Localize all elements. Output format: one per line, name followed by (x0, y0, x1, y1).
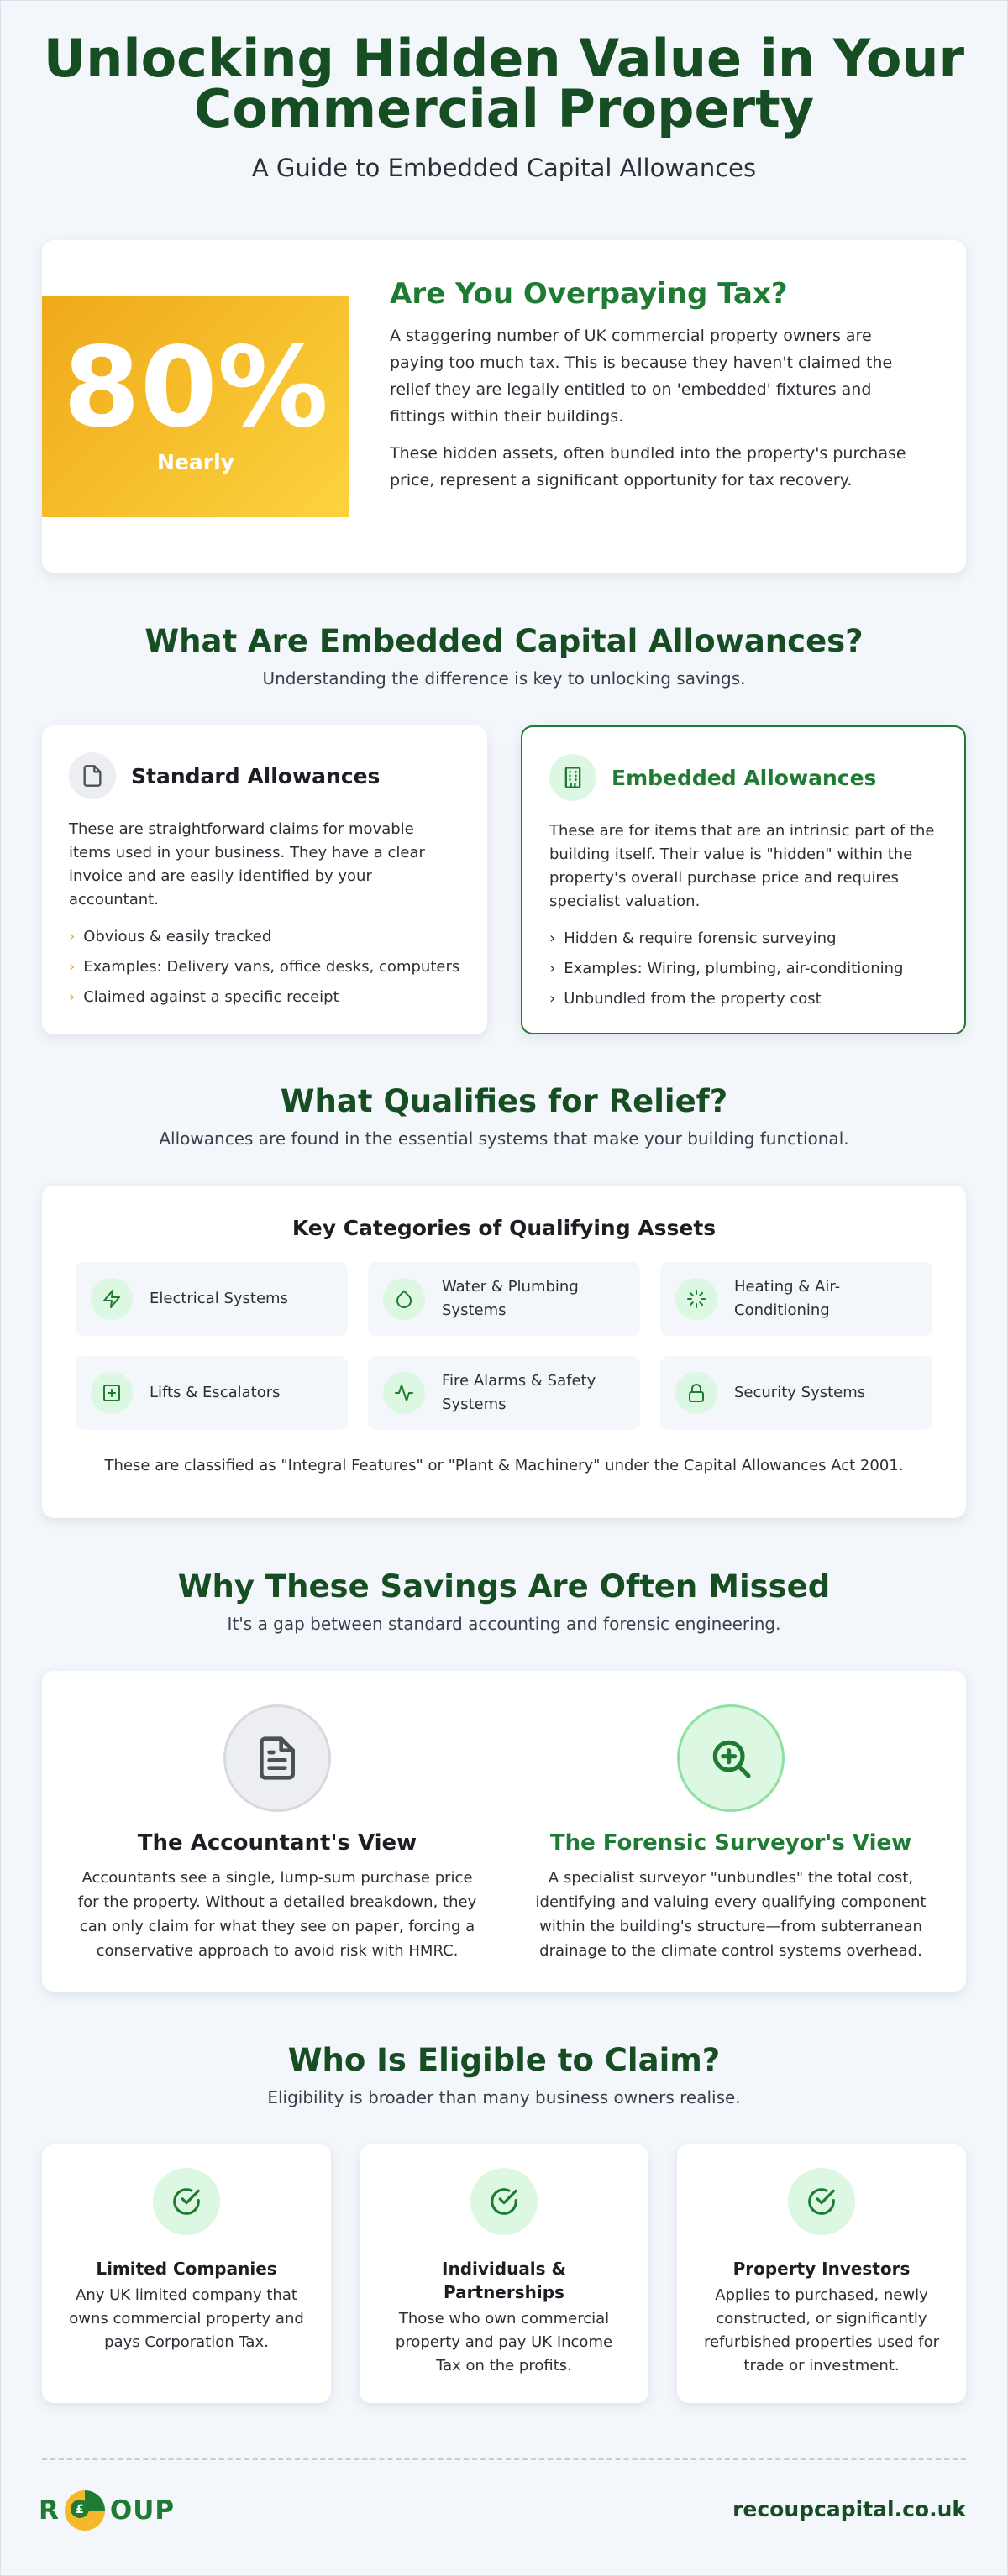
building-icon (549, 754, 596, 801)
embedded-allowances-description: These are for items that are an intrinsic part of the building itself. Their value is "hidden" within the property's overall purchase price and requires specialist valuation. (549, 822, 935, 910)
eligible-title: Limited Companies (96, 2259, 277, 2279)
list-item: › Examples: Wiring, plumbing, air-conditioning (549, 960, 904, 977)
hero-card (42, 240, 966, 573)
check-circle-icon (470, 2168, 538, 2235)
asset-category-label: Lifts & Escalators (150, 1384, 281, 1401)
list-item: › Hidden & require forensic surveying (549, 929, 837, 947)
list-item: › Unbundled from the property cost (549, 990, 822, 1008)
missed-heading: Why These Savings Are Often Missed (177, 1568, 831, 1605)
eligible-subheading: Eligibility is broader than many business owners realise. (267, 2087, 741, 2107)
eligible-text: Applies to purchased, newly constructed, or significantly refurbished properties used for trade or investment. (704, 2286, 939, 2374)
surveyor-view-text: A specialist surveyor "unbundles" the total cost, identifying and valuing every qualifying component within the building's structure—from subterranean drainage to the climate control systems overhead. (535, 1869, 927, 1960)
lock-icon (675, 1372, 717, 1414)
accountant-view-text: Accountants see a single, lump-sum purchase price for the property. Without a detailed breakdown, they can only claim for what they see on paper, forcing a conservative approach to avoid risk with HMRC. (77, 1869, 477, 1960)
allowances-heading: What Are Embedded Capital Allowances? (144, 623, 864, 659)
qualifying-assets-title: Key Categories of Qualifying Assets (291, 1216, 717, 1240)
asset-category-item (660, 1262, 932, 1336)
chevron-right-icon: › (549, 990, 556, 1008)
stat-label: Nearly (157, 450, 234, 474)
standard-allowances-title: Standard Allowances (131, 763, 381, 788)
eligible-card (360, 2144, 648, 2403)
check-circle-icon (153, 2168, 220, 2235)
logo-text-left: R (39, 2495, 60, 2526)
eligible-text: Those who own commercial property and pay UK Income Tax on the profits. (395, 2310, 613, 2374)
missed-card (42, 1671, 966, 1992)
qualifies-subheading: Allowances are found in the essential systems that make your building functional. (159, 1128, 849, 1149)
activity-icon (383, 1372, 425, 1414)
chevron-right-icon: › (69, 928, 76, 945)
standard-allowances-card (42, 725, 487, 1034)
accountant-view (76, 1704, 479, 1963)
chevron-right-icon: › (549, 929, 556, 947)
water-drop-icon (383, 1278, 425, 1320)
list-item: › Examples: Delivery vans, office desks, computers (69, 958, 460, 976)
document-text-icon (223, 1704, 331, 1812)
embedded-allowances-card (521, 725, 966, 1034)
asset-category-item (76, 1356, 348, 1430)
loader-icon (675, 1278, 717, 1320)
page-subtitle: A Guide to Embedded Capital Allowances (251, 154, 757, 182)
eligible-card (677, 2144, 966, 2403)
surveyor-view-title: The Forensic Surveyor's View (549, 1830, 912, 1856)
hero-paragraph-1: A staggering number of UK commercial property owners are paying too much tax. This is because they haven't claimed the relief they are legally entitled to on 'embedded' fixtures and fittings within their buildings. (390, 327, 893, 426)
asset-category-label: Water & Plumbing Systems (442, 1278, 579, 1319)
qualifies-heading: What Qualifies for Relief? (280, 1083, 728, 1119)
asset-category-label: Heating & Air-Conditioning (734, 1278, 841, 1319)
zoom-in-icon (677, 1704, 785, 1812)
website-link[interactable]: recoupcapital.co.uk (732, 2497, 966, 2521)
hero-paragraph-2: These hidden assets, often bundled into the property's purchase price, represent a significant opportunity for tax recovery. (390, 444, 906, 490)
hero-text (390, 277, 927, 504)
chevron-right-icon: › (69, 988, 76, 1006)
logo[interactable] (39, 2485, 175, 2536)
document-icon (69, 752, 116, 799)
eligible-title: Individuals & Partnerships (442, 2259, 566, 2302)
footer-divider (42, 2458, 966, 2460)
logo-mark-icon (61, 2487, 108, 2534)
missed-subheading: It's a gap between standard accounting and forensic engineering. (227, 1614, 781, 1634)
stat-value: 80% (63, 323, 328, 453)
standard-allowances-description: These are straightforward claims for movable items used in your business. They have a clear invoice and are easily identified by your accountant. (69, 820, 425, 908)
eligible-card (42, 2144, 331, 2403)
qualifying-assets-card (42, 1186, 966, 1518)
allowances-subheading: Understanding the difference is key to unlocking savings. (262, 668, 746, 689)
lightning-icon (91, 1278, 133, 1320)
check-circle-icon (788, 2168, 855, 2235)
eligible-text: Any UK limited company that owns commercial property and pays Corporation Tax. (69, 2286, 304, 2351)
asset-category-item (76, 1262, 348, 1336)
list-item: › Claimed against a specific receipt (69, 988, 339, 1006)
list-item: › Obvious & easily tracked (69, 928, 272, 945)
chevron-right-icon: › (549, 960, 556, 977)
asset-category-label: Fire Alarms & Safety Systems (442, 1372, 596, 1413)
eligible-heading: Who Is Eligible to Claim? (287, 2042, 721, 2078)
stat-block (42, 296, 349, 517)
asset-category-item (660, 1356, 932, 1430)
plus-square-icon (91, 1372, 133, 1414)
qualifying-note: These are classified as "Integral Features" or "Plant & Machinery" under the Capital Allowances Act 2001. (104, 1457, 904, 1474)
embedded-allowances-title: Embedded Allowances (612, 765, 877, 790)
asset-category-label: Electrical Systems (150, 1290, 288, 1307)
eligible-title: Property Investors (732, 2259, 911, 2279)
page-title: Unlocking Hidden Value in Your Commercial Property (43, 28, 965, 139)
asset-category-item (368, 1262, 640, 1336)
hero-heading: Are You Overpaying Tax? (390, 277, 788, 311)
asset-category-item (368, 1356, 640, 1430)
asset-category-label: Security Systems (734, 1384, 866, 1401)
accountant-view-title: The Accountant's View (137, 1830, 417, 1856)
logo-symbol: £ (76, 2503, 84, 2516)
surveyor-view (529, 1704, 932, 1963)
chevron-right-icon: › (69, 958, 76, 976)
logo-text-right: OUP (109, 2495, 176, 2526)
